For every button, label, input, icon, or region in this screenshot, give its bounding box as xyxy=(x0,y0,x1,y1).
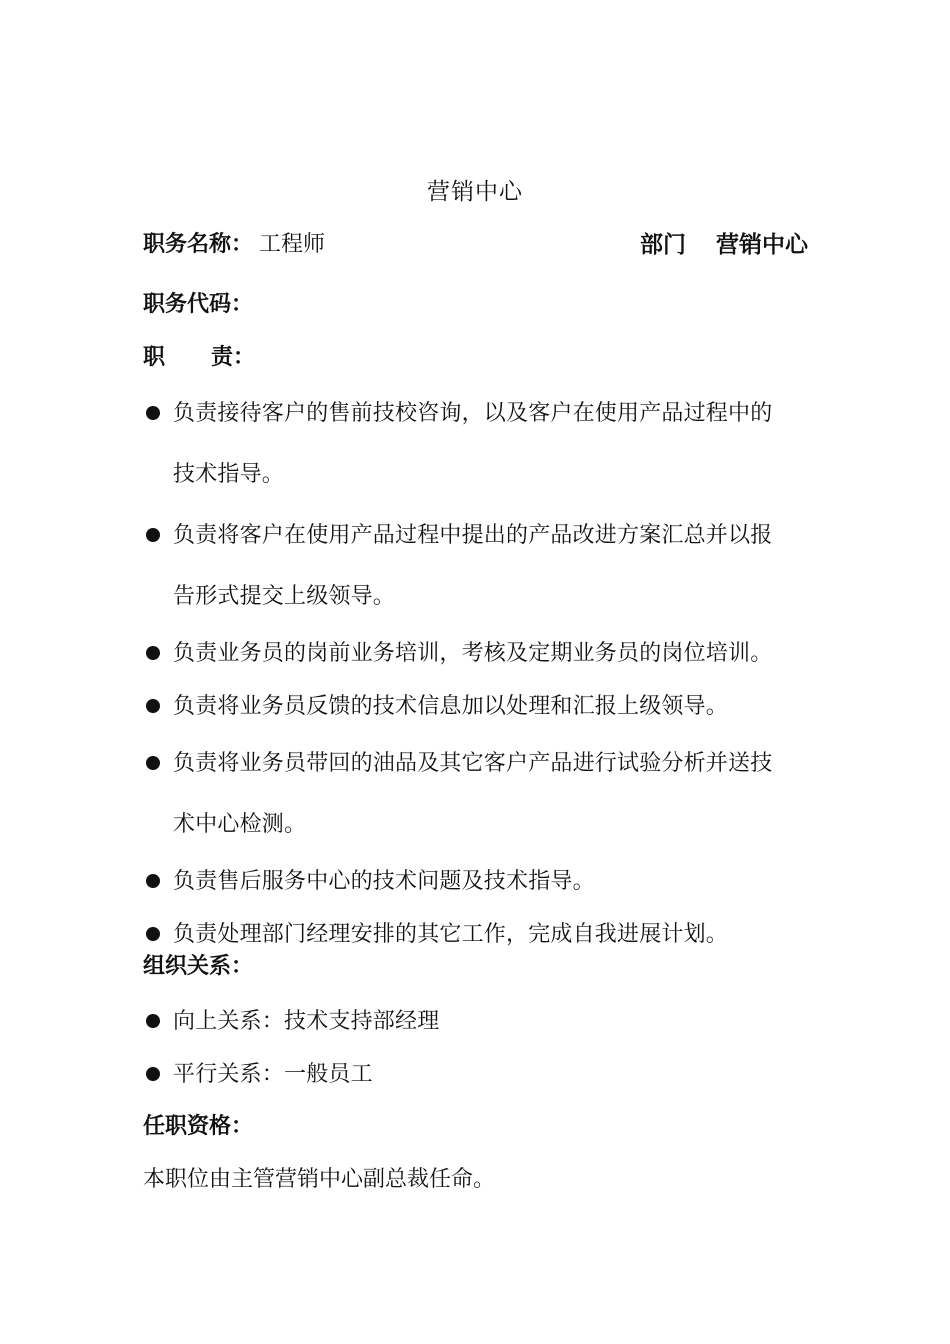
qualification-text: 本职位由主管营销中心副总裁任命。 xyxy=(143,1167,496,1192)
job-name-value: 工程师 xyxy=(259,232,326,257)
duty-text-line: 负责售后服务中心的技术问题及技术指导。 xyxy=(173,869,595,894)
department-value: 营销中心 xyxy=(716,232,808,258)
duty-text-line: 负责将业务员带回的油品及其它客户产品进行试验分析并送技 xyxy=(173,751,773,776)
org-relation-item xyxy=(143,1048,811,1101)
duty-text-line: 术中心检测。 xyxy=(173,812,307,837)
job-code-label: 职务代码： xyxy=(143,292,254,317)
duty-item xyxy=(143,505,811,627)
job-name-label: 职务名称： xyxy=(143,232,254,257)
duty-text-line: 负责业务员的岗前业务培训，考核及定期业务员的岗位培训。 xyxy=(173,641,773,666)
duty-label-part-2: 责： xyxy=(211,345,256,370)
org-relations-list xyxy=(143,995,811,1101)
duty-item xyxy=(143,627,811,680)
qualification-heading: 任职资格： xyxy=(143,1114,254,1139)
job-header-row xyxy=(143,229,808,261)
duty-text-line: 技术指导。 xyxy=(173,462,285,487)
org-relations-heading: 组织关系： xyxy=(143,954,254,979)
duty-text-line: 告形式提交上级领导。 xyxy=(173,584,396,609)
duty-item xyxy=(143,680,811,733)
department xyxy=(640,229,808,261)
org-relation-text: 平行关系：一般员工 xyxy=(173,1062,373,1087)
duties-list xyxy=(143,383,811,961)
duty-text-line: 负责接待客户的售前技校咨询，以及客户在使用产品过程中的 xyxy=(173,401,773,426)
duty-item xyxy=(143,383,811,505)
job-name xyxy=(143,229,325,261)
duty-item xyxy=(143,733,811,855)
duty-label-part-1: 职 xyxy=(143,345,166,370)
duty-heading xyxy=(143,342,808,374)
org-relation-item xyxy=(143,995,811,1048)
duty-text-line: 负责将业务员反馈的技术信息加以处理和汇报上级领导。 xyxy=(173,694,729,719)
duty-item xyxy=(143,855,811,908)
duty-text-line: 负责将客户在使用产品过程中提出的产品改进方案汇总并以报 xyxy=(173,523,773,548)
org-relation-text: 向上关系：技术支持部经理 xyxy=(173,1009,440,1034)
page-title: 营销中心 xyxy=(427,179,523,205)
department-label: 部门 xyxy=(640,232,686,258)
duty-text-line: 负责处理部门经理安排的其它工作，完成自我进展计划。 xyxy=(173,922,729,947)
